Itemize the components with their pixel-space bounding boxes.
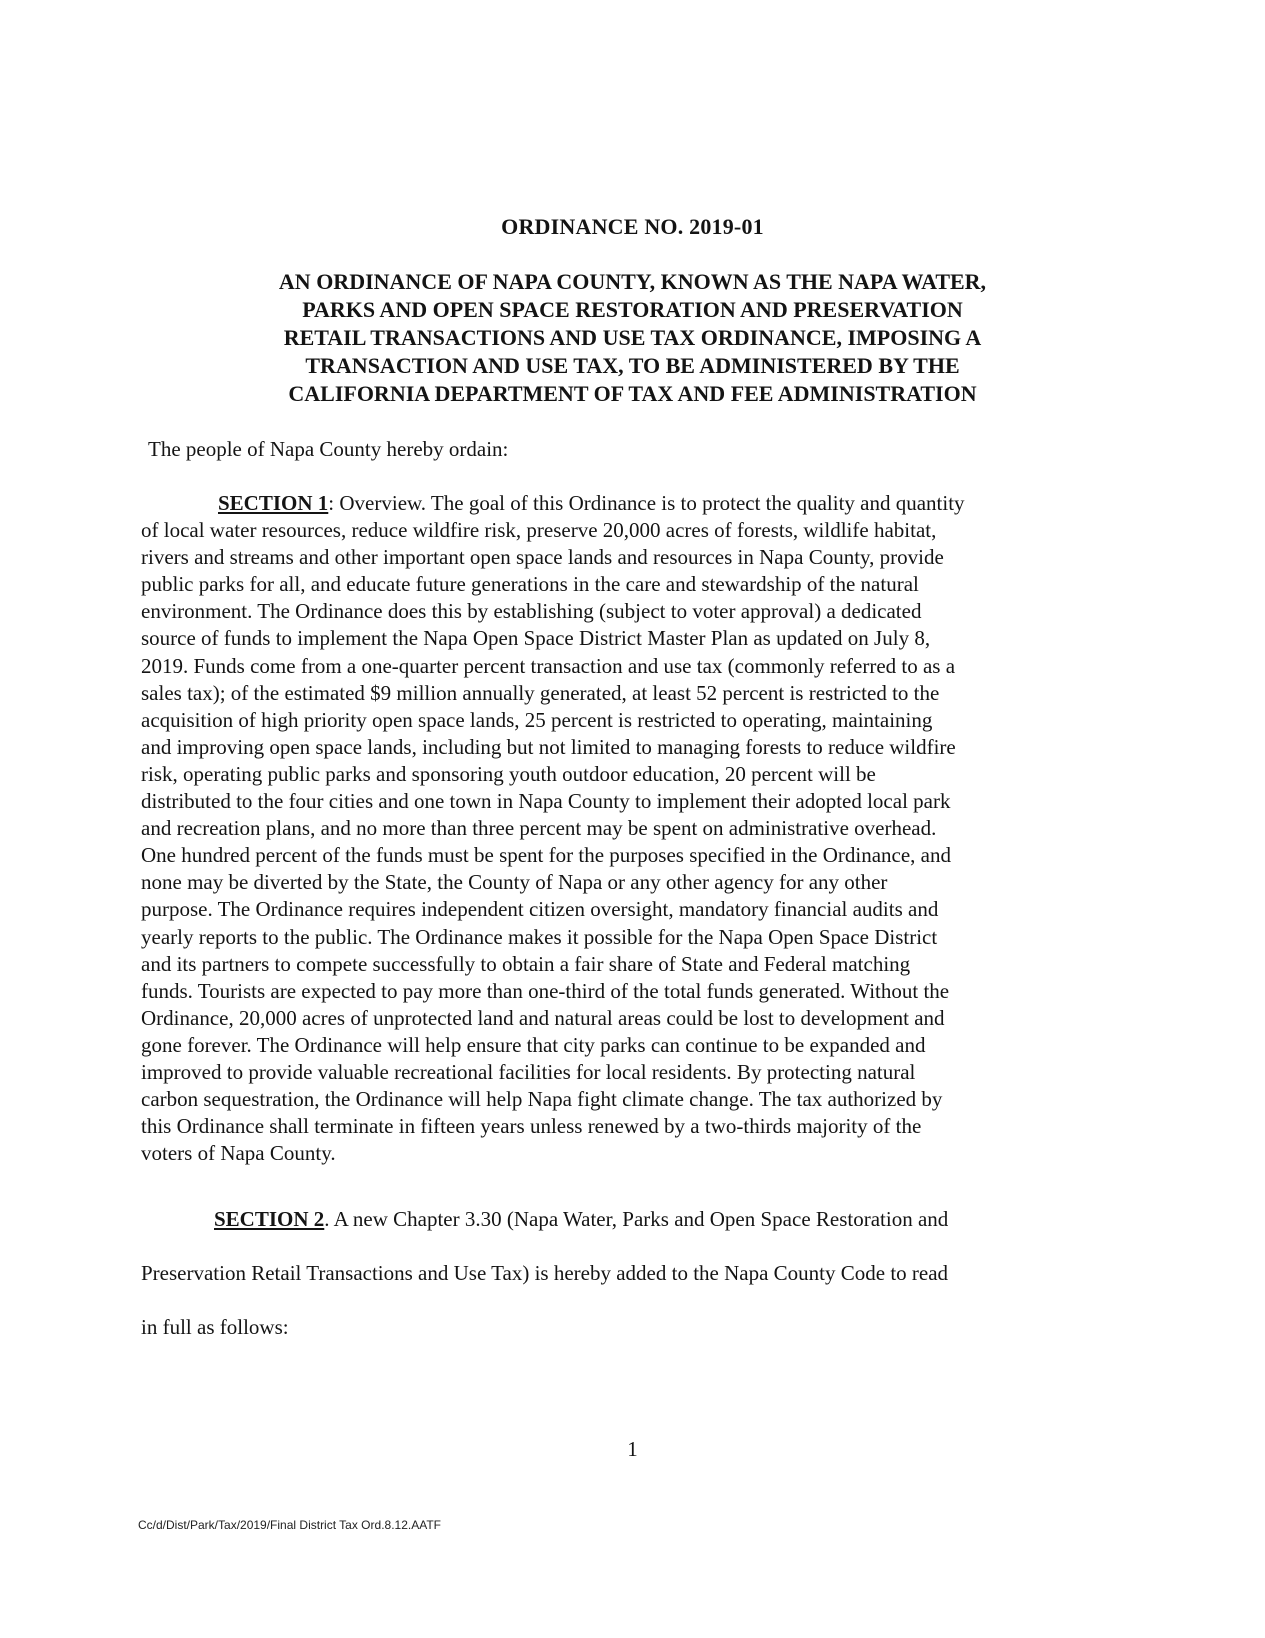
section-1-line: funds. Tourists are expected to pay more than one-third of the total funds generated. Without the: [141, 978, 950, 1003]
section-1-line: of local water resources, reduce wildfire risk, preserve 20,000 acres of forests, wildlife habitat,: [141, 518, 937, 543]
section-1-line: One hundred percent of the funds must be spent for the purposes specified in the Ordinance, and: [141, 843, 952, 868]
section-1-line: carbon sequestration, the Ordinance will help Napa fight climate change. The tax authorized by: [141, 1087, 943, 1112]
section-1-line: sales tax); of the estimated $9 million annually generated, at least 52 percent is restricted to the: [141, 680, 940, 705]
footer-file-path: Cc/d/Dist/Park/Tax/2019/Final District Tax Ord.8.12.AATF: [138, 1518, 441, 1532]
section-1-line: acquisition of high priority open space lands, 25 percent is restricted to operating, maintaining: [141, 707, 933, 732]
section-1-line: rivers and streams and other important open space lands and resources in Napa County, provide: [141, 545, 944, 570]
title-line: RETAIL TRANSACTIONS AND USE TAX ORDINANCE, IMPOSING A: [283, 325, 982, 350]
section-2: [141, 1192, 1081, 1354]
section-1-first-line: [141, 490, 1081, 517]
section-2-label: SECTION 2: [214, 1207, 325, 1231]
section-1-line: purpose. The Ordinance requires independent citizen oversight, mandatory financial audits and: [141, 897, 939, 922]
section-1-separator: :: [328, 491, 335, 515]
section-1-label: SECTION 1: [218, 491, 329, 515]
section-2-first-text: A new Chapter 3.30 (Napa Water, Parks and Open Space Restoration and: [329, 1207, 949, 1231]
section-1-line: none may be diverted by the State, the County of Napa or any other agency for any other: [141, 870, 888, 895]
section-1-line: distributed to the four cities and one town in Napa County to implement their adopted local park: [141, 789, 951, 814]
section-1-line: voters of Napa County.: [141, 1141, 336, 1166]
section-1-line: Ordinance, 20,000 acres of unprotected land and natural areas could be lost to development and: [141, 1005, 945, 1030]
section-2-line: Preservation Retail Transactions and Use Tax) is hereby added to the Napa County Code to read: [141, 1261, 949, 1285]
section-2-line: in full as follows:: [141, 1315, 289, 1339]
section-1-line: and its partners to compete successfully to obtain a fair share of State and Federal matching: [141, 951, 911, 976]
ordinance-title: [175, 268, 1090, 408]
section-2-first-line: [141, 1192, 1081, 1246]
section-1-line: gone forever. The Ordinance will help ensure that city parks can continue to be expanded and: [141, 1032, 926, 1057]
section-1-line: and improving open space lands, including but not limited to managing forests to reduce wildfire: [141, 734, 956, 759]
section-1: [141, 490, 1081, 1167]
section-1-line: this Ordinance shall terminate in fifteen years unless renewed by a two-thirds majority of the: [141, 1114, 922, 1139]
section-1-line: improved to provide valuable recreational facilities for local residents. By protecting natural: [141, 1059, 916, 1084]
section-1-line: environment. The Ordinance does this by establishing (subject to voter approval) a dedicated: [141, 599, 922, 624]
section-1-first-text: Overview. The goal of this Ordinance is to protect the quality and quantity: [334, 491, 965, 515]
title-line: CALIFORNIA DEPARTMENT OF TAX AND FEE ADMINISTRATION: [288, 381, 977, 406]
section-1-line: risk, operating public parks and sponsoring youth outdoor education, 20 percent will be: [141, 761, 876, 786]
page-number: 1: [627, 1437, 638, 1461]
section-1-line: and recreation plans, and no more than three percent may be spent on administrative overhead.: [141, 816, 937, 841]
section-1-line: source of funds to implement the Napa Open Space District Master Plan as updated on July 8,: [141, 626, 931, 651]
section-1-line: 2019. Funds come from a one-quarter percent transaction and use tax (commonly referred to as a: [141, 653, 956, 678]
title-line: PARKS AND OPEN SPACE RESTORATION AND PRESERVATION: [302, 297, 963, 322]
section-1-line: public parks for all, and educate future generations in the care and stewardship of the natural: [141, 572, 919, 597]
title-line: TRANSACTION AND USE TAX, TO BE ADMINISTERED BY THE: [305, 353, 960, 378]
section-1-line: yearly reports to the public. The Ordinance makes it possible for the Napa Open Space District: [141, 924, 938, 949]
title-line: AN ORDINANCE OF NAPA COUNTY, KNOWN AS THE NAPA WATER,: [278, 269, 987, 294]
section-2-separator: .: [324, 1207, 330, 1231]
intro-text: The people of Napa County hereby ordain:: [148, 437, 509, 461]
ordinance-number: ORDINANCE NO. 2019-01: [501, 214, 764, 239]
